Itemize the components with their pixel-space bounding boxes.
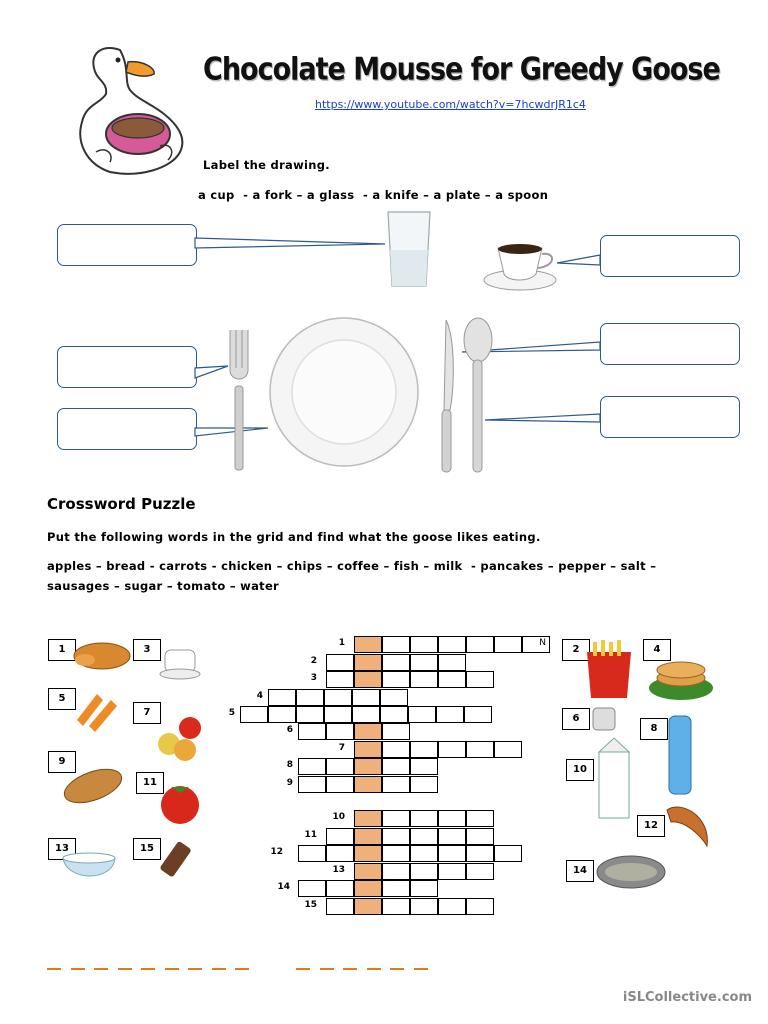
crossword-cell[interactable]: [436, 706, 464, 723]
food-pictures-right: [585, 640, 725, 910]
crossword-cell[interactable]: [268, 706, 296, 723]
answer-blank[interactable]: [165, 968, 179, 970]
crossword-cell[interactable]: [382, 828, 410, 845]
crossword-cell-key[interactable]: [354, 636, 382, 653]
crossword-words-line1: apples – bread - carrots - chicken – chips – coffee – fish – milk - pancakes – pepper – salt –: [47, 559, 657, 573]
picture-number: 4: [643, 639, 671, 661]
crossword-row-number: 5: [228, 708, 235, 718]
crossword-cell-key[interactable]: [354, 776, 382, 793]
crossword-cell-key[interactable]: [354, 654, 382, 671]
food-pictures-left: [55, 630, 215, 900]
crossword-row-number: 10: [332, 812, 345, 822]
picture-number: 14: [566, 860, 594, 882]
crossword-cell[interactable]: [326, 828, 354, 845]
crossword-cell[interactable]: [466, 810, 494, 827]
picture-number: 9: [48, 751, 76, 773]
crossword-cell[interactable]: [382, 654, 410, 671]
crossword-cell-given[interactable]: N: [522, 636, 550, 653]
answer-blank[interactable]: [47, 968, 61, 970]
crossword-cell[interactable]: [296, 689, 324, 706]
crossword-cell[interactable]: [298, 723, 326, 740]
crossword-cell[interactable]: [466, 741, 494, 758]
crossword-cell-key[interactable]: [354, 758, 382, 775]
crossword-cell[interactable]: [352, 706, 380, 723]
crossword-cell[interactable]: [382, 880, 410, 897]
picture-number: 12: [637, 815, 665, 837]
crossword-cell[interactable]: [410, 863, 438, 880]
crossword-cell-key[interactable]: [354, 898, 382, 915]
crossword-cell[interactable]: [326, 723, 354, 740]
crossword-instruction: Put the following words in the grid and find what the goose likes eating.: [47, 530, 541, 544]
crossword-row-number: 12: [270, 847, 283, 857]
answer-blank[interactable]: [188, 968, 202, 970]
crossword-cell[interactable]: [438, 898, 466, 915]
answer-blank[interactable]: [141, 968, 155, 970]
picture-number: 5: [48, 688, 76, 710]
picture-number: 3: [133, 639, 161, 661]
table-setting-drawing: [0, 200, 768, 490]
label-instruction: Label the drawing.: [203, 158, 330, 172]
picture-number: 2: [562, 639, 590, 661]
crossword-cell[interactable]: [382, 810, 410, 827]
crossword-cell[interactable]: [438, 741, 466, 758]
answer-blank[interactable]: [343, 968, 357, 970]
picture-number: 13: [48, 838, 76, 860]
crossword-cell-key[interactable]: [354, 828, 382, 845]
crossword-cell-key[interactable]: [354, 810, 382, 827]
crossword-cell[interactable]: [438, 810, 466, 827]
crossword-cell[interactable]: [380, 689, 408, 706]
crossword-cell[interactable]: [326, 758, 354, 775]
crossword-row-number: 14: [277, 882, 290, 892]
crossword-cell-key[interactable]: [354, 723, 382, 740]
crossword-cell[interactable]: [326, 898, 354, 915]
crossword-cell[interactable]: [438, 828, 466, 845]
crossword-cell-key[interactable]: [354, 671, 382, 688]
crossword-cell[interactable]: [466, 828, 494, 845]
crossword-cell[interactable]: [410, 741, 438, 758]
crossword-cell[interactable]: [326, 654, 354, 671]
crossword-cell[interactable]: [298, 758, 326, 775]
crossword-cell[interactable]: [326, 845, 354, 862]
answer-blank[interactable]: [71, 968, 85, 970]
crossword-cell[interactable]: [410, 880, 438, 897]
crossword-cell[interactable]: [326, 880, 354, 897]
crossword-cell[interactable]: [438, 671, 466, 688]
crossword-cell[interactable]: [410, 654, 438, 671]
crossword-cell[interactable]: [382, 723, 410, 740]
crossword-cell[interactable]: [352, 689, 380, 706]
label-word-list: a cup - a fork – a glass - a knife – a plate – a spoon: [198, 188, 549, 202]
picture-number: 7: [133, 702, 161, 724]
crossword-cell[interactable]: [410, 636, 438, 653]
crossword-cell[interactable]: [438, 636, 466, 653]
picture-number: 15: [133, 838, 161, 860]
answer-blank[interactable]: [414, 968, 428, 970]
crossword-cell[interactable]: [382, 845, 410, 862]
crossword-cell-key[interactable]: [354, 845, 382, 862]
answer-blank[interactable]: [118, 968, 132, 970]
crossword-cell[interactable]: [410, 671, 438, 688]
crossword-cell[interactable]: [466, 898, 494, 915]
crossword-cell[interactable]: [268, 689, 296, 706]
crossword-cell[interactable]: [494, 636, 522, 653]
answer-blank[interactable]: [390, 968, 404, 970]
picture-number: 1: [48, 639, 76, 661]
crossword-cell[interactable]: [382, 758, 410, 775]
video-link[interactable]: https://www.youtube.com/watch?v=7hcwdrJR1c4: [315, 98, 586, 111]
crossword-cell[interactable]: [326, 671, 354, 688]
crossword-cell[interactable]: [382, 671, 410, 688]
crossword-cell[interactable]: [410, 758, 438, 775]
crossword-cell[interactable]: [438, 845, 466, 862]
crossword-cell[interactable]: [382, 741, 410, 758]
crossword-cell[interactable]: [466, 671, 494, 688]
crossword-cell[interactable]: [410, 845, 438, 862]
crossword-cell[interactable]: [382, 776, 410, 793]
crossword-row-number: 13: [332, 865, 345, 875]
picture-number: 10: [566, 759, 594, 781]
crossword-cell[interactable]: [494, 741, 522, 758]
crossword-row-number: 1: [338, 638, 345, 648]
crossword-cell[interactable]: [382, 636, 410, 653]
crossword-cell[interactable]: [466, 636, 494, 653]
answer-blank[interactable]: [320, 968, 334, 970]
crossword-cell[interactable]: [326, 776, 354, 793]
crossword-cell[interactable]: [298, 880, 326, 897]
crossword-row-number: 3: [310, 673, 317, 683]
answer-blank[interactable]: [296, 968, 310, 970]
crossword-cell[interactable]: [324, 706, 352, 723]
crossword-cell[interactable]: [298, 845, 326, 862]
crossword-cell[interactable]: [298, 776, 326, 793]
picture-number: 6: [562, 708, 590, 730]
crossword-cell[interactable]: [324, 689, 352, 706]
crossword-cell-key[interactable]: [354, 863, 382, 880]
picture-number: 11: [136, 772, 164, 794]
crossword-cell[interactable]: [410, 828, 438, 845]
crossword-cell-key[interactable]: [354, 741, 382, 758]
crossword-row-number: 4: [256, 691, 263, 701]
crossword-cell[interactable]: [296, 706, 324, 723]
crossword-cell[interactable]: [410, 898, 438, 915]
crossword-cell[interactable]: [438, 863, 466, 880]
crossword-cell[interactable]: [410, 776, 438, 793]
crossword-cell[interactable]: [382, 863, 410, 880]
crossword-cell[interactable]: [464, 706, 492, 723]
picture-number: 8: [640, 718, 668, 740]
crossword-cell[interactable]: [438, 654, 466, 671]
crossword-row-number: 6: [286, 725, 293, 735]
crossword-row-number: 8: [286, 760, 293, 770]
page-title: Chocolate Mousse for Greedy Goose: [203, 52, 720, 88]
crossword-cell-key[interactable]: [354, 880, 382, 897]
crossword-row-number: 2: [310, 656, 317, 666]
watermark: iSLCollective.com: [622, 990, 752, 1005]
crossword-cell[interactable]: [240, 706, 268, 723]
answer-blank[interactable]: [94, 968, 108, 970]
crossword-row-number: 15: [304, 900, 317, 910]
crossword-words-line2: sausages – sugar – tomato – water: [47, 579, 280, 593]
crossword-cell[interactable]: [410, 810, 438, 827]
answer-blank[interactable]: [235, 968, 249, 970]
crossword-row-number: 7: [338, 743, 345, 753]
crossword-heading: Crossword Puzzle: [47, 495, 196, 513]
crossword-row-number: 11: [304, 830, 317, 840]
crossword-cell[interactable]: [466, 863, 494, 880]
crossword-cell[interactable]: [494, 845, 522, 862]
crossword-cell[interactable]: [408, 706, 436, 723]
answer-blank[interactable]: [212, 968, 226, 970]
answer-blank[interactable]: [367, 968, 381, 970]
crossword-cell[interactable]: [466, 845, 494, 862]
goose-illustration: [60, 42, 195, 177]
crossword-cell[interactable]: [382, 898, 410, 915]
crossword-row-number: 9: [286, 778, 293, 788]
crossword-cell[interactable]: [380, 706, 408, 723]
